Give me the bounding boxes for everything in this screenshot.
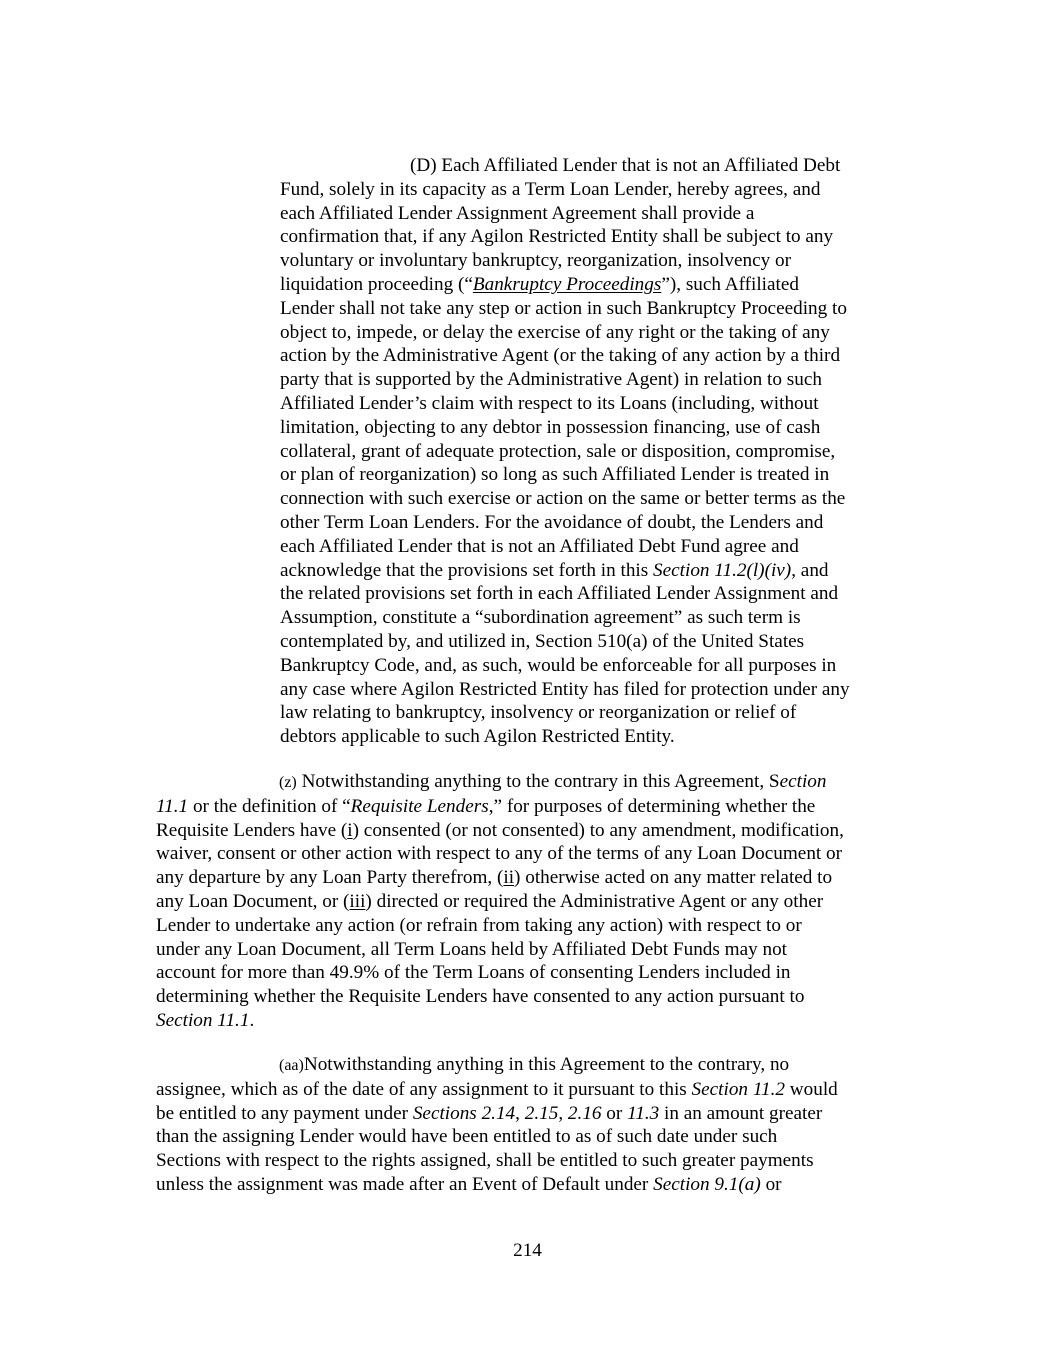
text-run: . bbox=[249, 1009, 255, 1031]
text-line bbox=[280, 463, 850, 487]
text-run: ) otherwise acted on any matter related to bbox=[514, 867, 833, 889]
text-line bbox=[156, 1078, 838, 1102]
text-line bbox=[280, 368, 850, 392]
text-run: under any Loan Document, all Term Loans held by Affiliated Debt Funds may not bbox=[156, 938, 788, 960]
text-run: waiver, consent or other action with respect to any of the terms of any Loan Document or bbox=[156, 843, 843, 865]
text-run: Affiliated Lender’s claim with respect to its Loans (including, without bbox=[280, 392, 819, 414]
text-run: Requisite Lenders have ( bbox=[156, 819, 348, 841]
text-run: ) directed or required the Administrative Agent or any other bbox=[365, 890, 824, 912]
text-run: contemplated by, and utilized in, Section 510(a) of the United States bbox=[280, 630, 805, 652]
text-run: voluntary or involuntary bankruptcy, reorganization, insolvency or bbox=[280, 250, 791, 272]
text-line bbox=[280, 725, 850, 749]
italic-text: 2.16 bbox=[567, 1102, 602, 1124]
text-line bbox=[156, 985, 844, 1009]
text-line bbox=[156, 1125, 838, 1149]
text-run: action by the Administrative Agent (or the taking of any action by a third bbox=[280, 345, 841, 367]
text-line bbox=[280, 225, 850, 249]
text-line bbox=[280, 273, 850, 297]
text-line bbox=[156, 1149, 838, 1173]
text-run: limitation, objecting to any debtor in possession financing, use of cash bbox=[280, 416, 821, 438]
text-run: any departure by any Loan Party therefrom, ( bbox=[156, 867, 504, 889]
text-run: party that is supported by the Administrative Agent) in relation to such bbox=[280, 369, 822, 391]
text-run: determining whether the Requisite Lenders have consented to any action pursuant to bbox=[156, 986, 805, 1008]
text-line bbox=[280, 154, 850, 178]
text-line bbox=[280, 582, 850, 606]
text-line bbox=[280, 487, 850, 511]
paragraph-aa bbox=[156, 1053, 838, 1197]
text-run: collateral, grant of adequate protection, sale or disposition, compromise, bbox=[280, 440, 836, 462]
text-run: connection with such exercise or action on the same or better terms as the bbox=[280, 488, 846, 510]
text-run: Notwithstanding anything to the contrary in this Agreement, S bbox=[296, 771, 780, 792]
text-line bbox=[280, 249, 850, 273]
text-line bbox=[156, 1009, 844, 1033]
text-run: , bbox=[515, 1102, 525, 1124]
text-line bbox=[280, 297, 850, 321]
text-line bbox=[280, 701, 850, 725]
text-line bbox=[156, 938, 844, 962]
text-line bbox=[280, 202, 850, 226]
underlined-text: ii bbox=[503, 867, 515, 889]
text-run: in an amount greater bbox=[659, 1102, 823, 1124]
text-run: assignee, which as of the date of any assignment to it pursuant to this bbox=[156, 1078, 692, 1100]
text-run: would bbox=[784, 1078, 838, 1100]
text-line bbox=[156, 842, 844, 866]
text-line bbox=[280, 178, 850, 202]
text-line bbox=[280, 630, 850, 654]
text-run: Assumption, constitute a “subordination agreement” as such term is bbox=[280, 607, 801, 629]
text-run: account for more than 49.9% of the Term Loans of consenting Lenders included in bbox=[156, 962, 791, 984]
text-line bbox=[156, 795, 844, 819]
text-run: the related provisions set forth in each Affiliated Lender Assignment and bbox=[280, 583, 839, 605]
text-run: (D) Each Affiliated Lender that is not an Affiliated Debt bbox=[410, 155, 841, 176]
text-run: other Term Loan Lenders. For the avoidance of doubt, the Lenders and bbox=[280, 511, 824, 533]
italic-text: 11.3 bbox=[627, 1102, 660, 1124]
italic-text: Section 11.2 bbox=[691, 1078, 785, 1100]
text-run: Notwithstanding anything in this Agreement to the contrary, no bbox=[303, 1054, 790, 1075]
text-line bbox=[280, 440, 850, 464]
paragraph-d bbox=[280, 154, 850, 749]
clause-marker: (z) bbox=[279, 774, 297, 791]
italic-text: 2.15 bbox=[524, 1102, 559, 1124]
text-run: object to, impede, or delay the exercise of any right or the taking of any bbox=[280, 321, 830, 343]
underlined-text: iii bbox=[349, 890, 366, 912]
text-line bbox=[156, 866, 844, 890]
text-run: or the definition of “ bbox=[188, 795, 351, 817]
text-run: or bbox=[760, 1173, 782, 1195]
text-run: ) consented (or not consented) to any amendment, modification, bbox=[352, 819, 844, 841]
italic-text: Section 11.1 bbox=[156, 1009, 250, 1031]
text-run: Lender to undertake any action (or refrain from taking any action) with respect to or bbox=[156, 914, 802, 936]
text-line bbox=[156, 914, 844, 938]
defined-term: Bankruptcy Proceedings bbox=[472, 273, 662, 295]
text-run: unless the assignment was made after an Event of Default under bbox=[156, 1173, 654, 1195]
text-run: ,” for purposes of determining whether the bbox=[488, 795, 816, 817]
text-run: debtors applicable to such Agilon Restricted Entity. bbox=[280, 726, 675, 748]
italic-text: Sections 2.14 bbox=[412, 1102, 516, 1124]
text-run: or bbox=[601, 1102, 628, 1124]
text-line bbox=[280, 654, 850, 678]
text-line bbox=[280, 344, 850, 368]
text-run: each Affiliated Lender that is not an Affiliated Debt Fund agree and bbox=[280, 535, 799, 557]
underlined-text: i bbox=[347, 819, 353, 841]
text-run: acknowledge that the provisions set forth in this bbox=[280, 559, 654, 581]
text-run: Sections with respect to the rights assigned, shall be entitled to such greater payments bbox=[156, 1150, 814, 1172]
text-run: any Loan Document, or ( bbox=[156, 890, 350, 912]
text-line bbox=[156, 1102, 838, 1126]
text-line bbox=[280, 678, 850, 702]
italic-text: 11.1 bbox=[156, 795, 189, 817]
italic-text: Section 11.2(l)(iv) bbox=[653, 559, 792, 581]
page-number: 214 bbox=[513, 1240, 542, 1261]
text-line bbox=[280, 321, 850, 345]
italic-text: Section 9.1(a) bbox=[653, 1173, 761, 1195]
text-run: law relating to bankruptcy, insolvency or reorganization or relief of bbox=[280, 702, 797, 724]
clause-marker: (aa) bbox=[279, 1057, 304, 1074]
text-line bbox=[156, 961, 844, 985]
text-line bbox=[156, 890, 844, 914]
paragraph-z bbox=[156, 770, 844, 1033]
text-run: each Affiliated Lender Assignment Agreement shall provide a bbox=[280, 202, 755, 224]
text-line bbox=[280, 392, 850, 416]
text-run: Fund, solely in its capacity as a Term Loan Lender, hereby agrees, and bbox=[280, 178, 821, 200]
text-line bbox=[280, 559, 850, 583]
text-run: Lender shall not take any step or action in such Bankruptcy Proceeding to bbox=[280, 297, 847, 319]
text-line bbox=[156, 819, 844, 843]
italic-text: Requisite Lenders bbox=[350, 795, 489, 817]
text-run: be entitled to any payment under bbox=[156, 1102, 413, 1124]
text-run: , and bbox=[791, 559, 829, 581]
text-run: ”), such Affiliated bbox=[661, 273, 799, 295]
text-run: , bbox=[558, 1102, 568, 1124]
text-line bbox=[156, 1053, 838, 1078]
text-run: Bankruptcy Code, and, as such, would be enforceable for all purposes in bbox=[280, 654, 837, 676]
text-run: or plan of reorganization) so long as such Affiliated Lender is treated in bbox=[280, 464, 830, 486]
text-run: than the assigning Lender would have been entitled to as of such date under such bbox=[156, 1126, 778, 1148]
italic-text: ection bbox=[779, 771, 827, 792]
text-line bbox=[280, 511, 850, 535]
text-run: confirmation that, if any Agilon Restricted Entity shall be subject to any bbox=[280, 226, 834, 248]
text-line bbox=[280, 416, 850, 440]
text-line bbox=[280, 606, 850, 630]
text-run: liquidation proceeding (“ bbox=[280, 273, 473, 295]
text-run: any case where Agilon Restricted Entity has filed for protection under any bbox=[280, 678, 850, 700]
text-line bbox=[156, 770, 844, 795]
text-line bbox=[156, 1173, 838, 1197]
text-line bbox=[280, 535, 850, 559]
